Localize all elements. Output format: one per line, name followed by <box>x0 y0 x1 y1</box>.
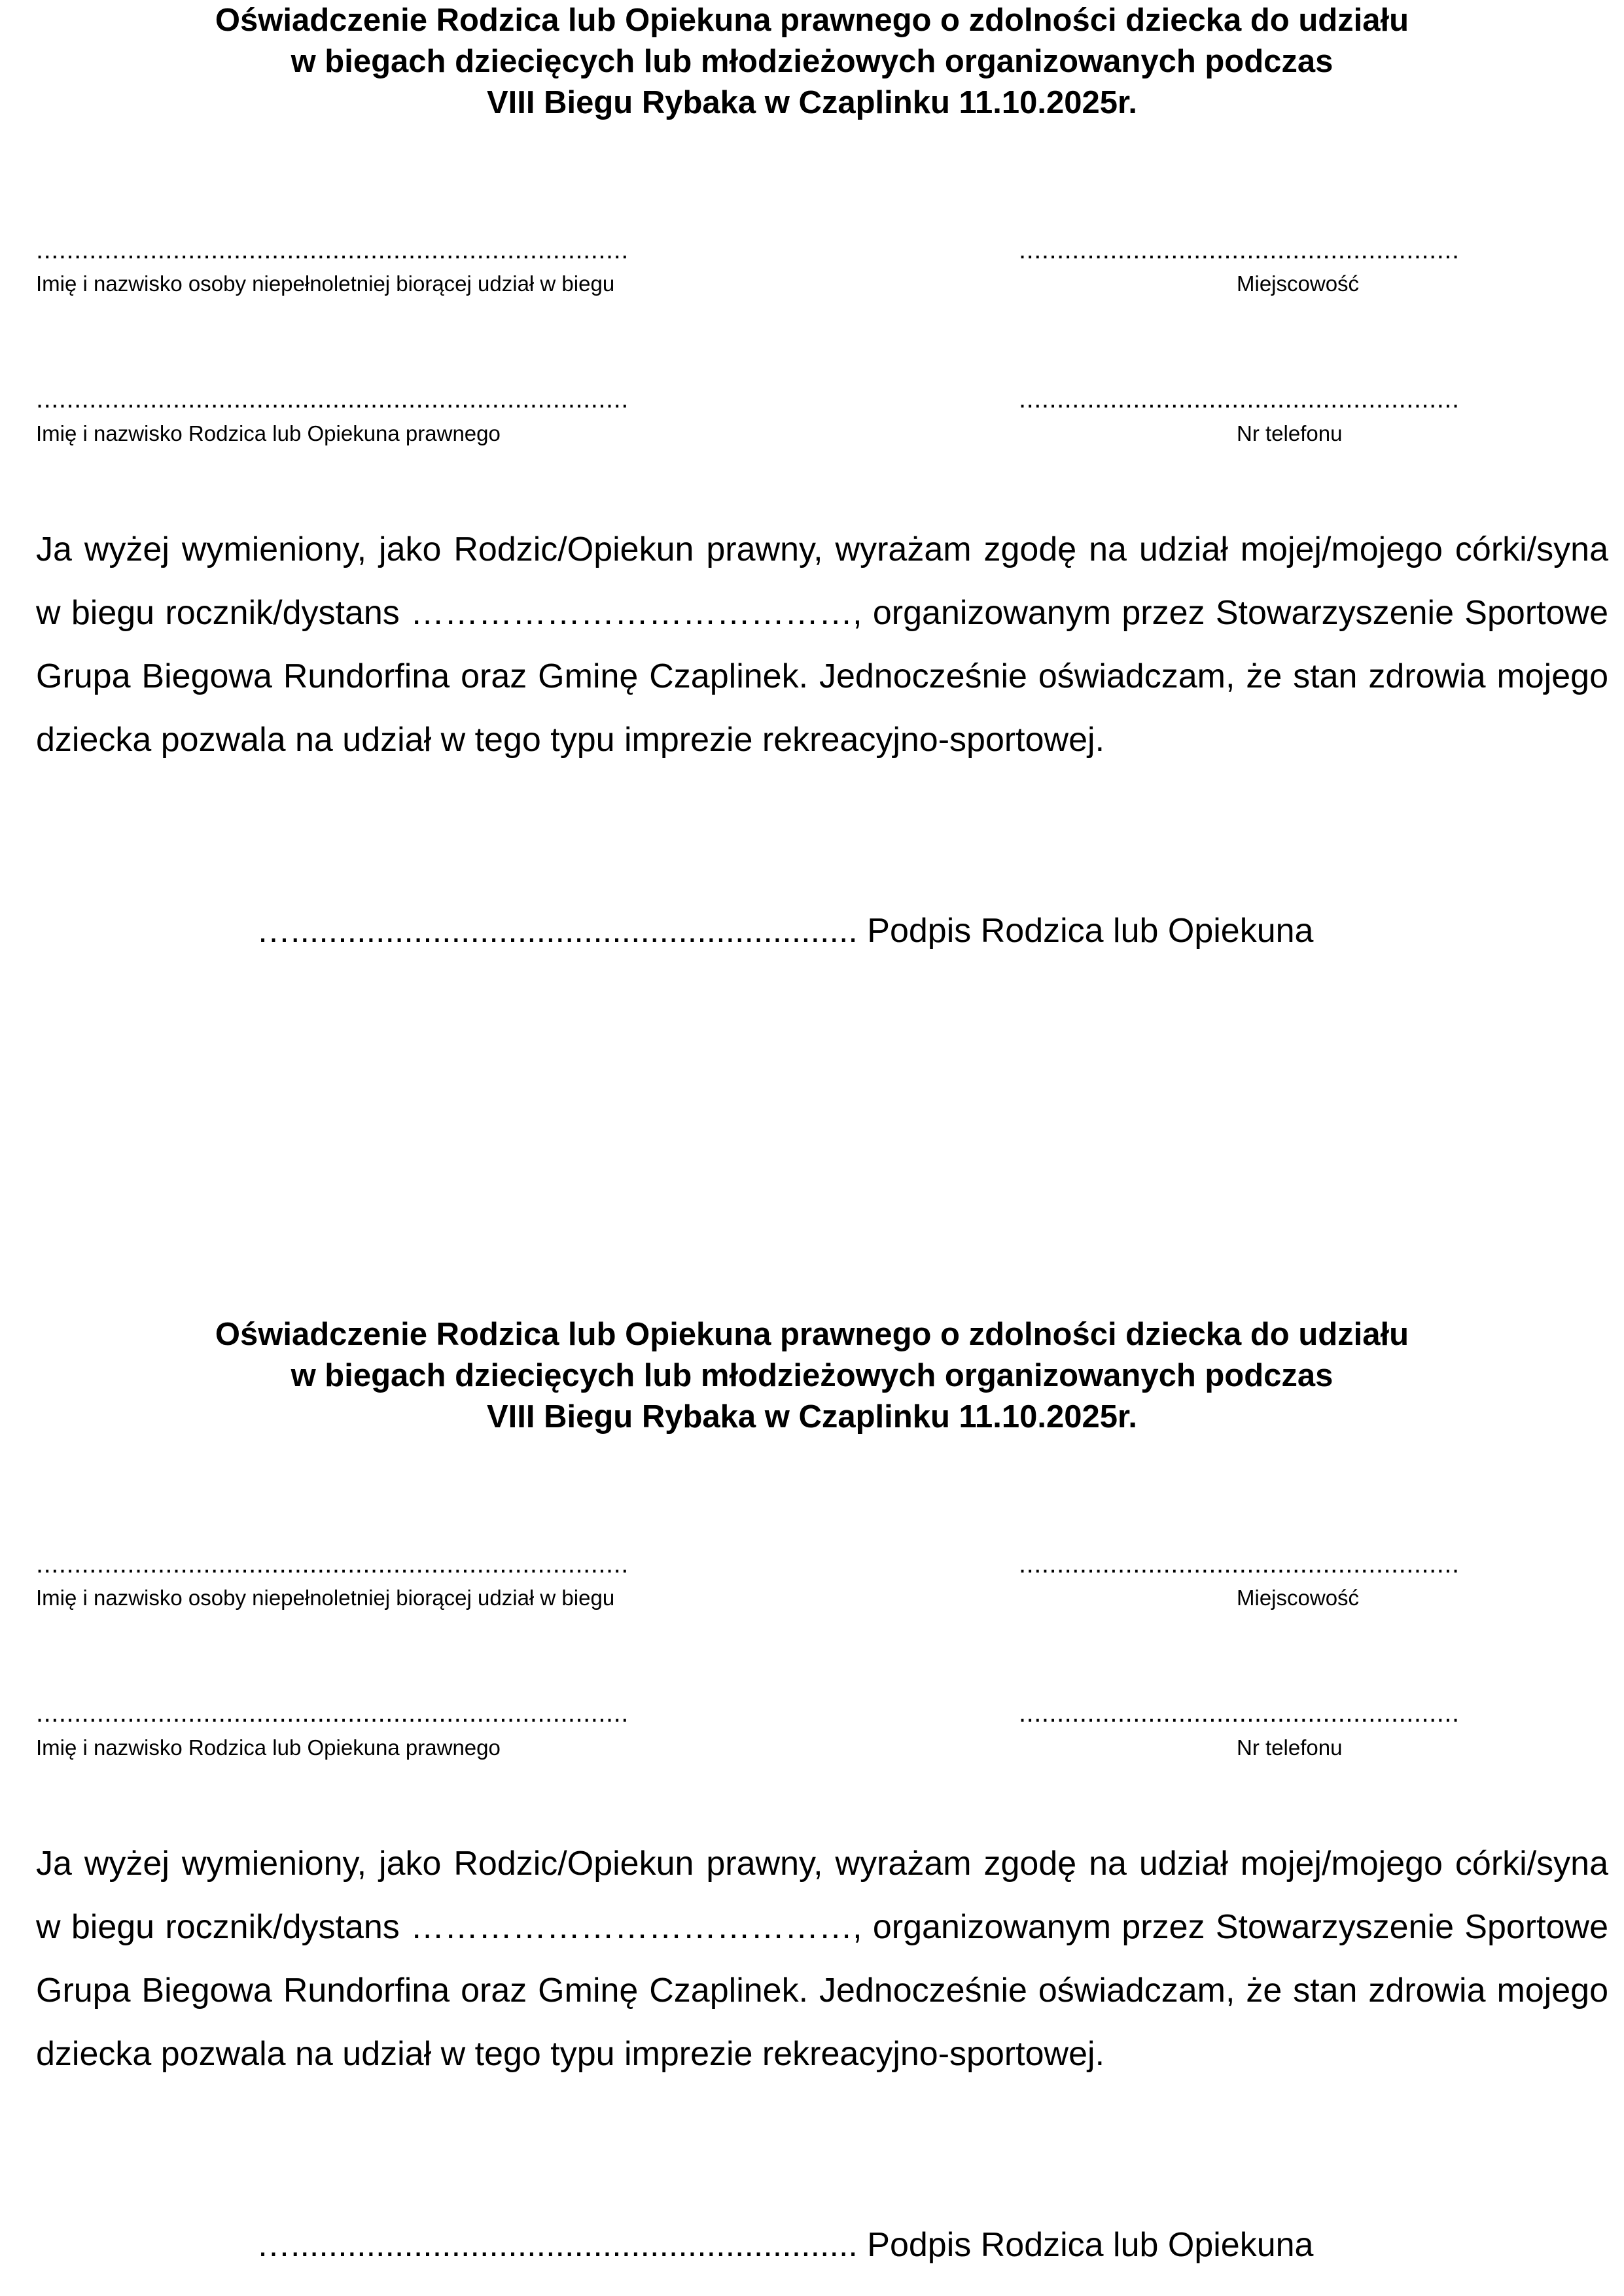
title-line-3: VIII Biegu Rybaka w Czaplinku 11.10.2025r. <box>486 1399 1138 1435</box>
title-line-1: Oświadczenie Rodzica lub Opiekuna prawnego o zdolności dziecka do udziału <box>215 1317 1409 1352</box>
child-name-field[interactable]: .............................................................................. <box>36 1550 629 1578</box>
consent-paragraph: Ja wyżej wymieniony, jako Rodzic/Opiekun prawny, wyrażam zgodę na udział mojej/mojego córki/syna w biegu rocznik/dystans …………………………………, organizowanym przez Stowarzyszenie Sportowe Grupa Biegowa Rundorfina oraz Gminę Czaplinek. Jednocześnie oświadczam, że stan zdrowia mojego dziecka pozwala na udział w tego typu imprezie rekreacyjno-sportowej. <box>36 1845 1608 2073</box>
phone-field[interactable]: .......................................................... <box>1019 1699 1460 1728</box>
title-line-2: w biegach dziecięcych lub młodzieżowych organizowanych podczas <box>291 1358 1333 1393</box>
signature-line[interactable]: …............................................................ Podpis Rodzica lub Opiekuna <box>256 2226 1314 2264</box>
title-line-3: VIII Biegu Rybaka w Czaplinku 11.10.2025r. <box>486 85 1138 120</box>
child-name-field[interactable]: .............................................................................. <box>36 235 629 264</box>
parent-name-caption: Imię i nazwisko Rodzica lub Opiekuna prawnego <box>36 1735 501 1760</box>
place-caption: Miejscowość <box>1237 1586 1360 1610</box>
title-line-1: Oświadczenie Rodzica lub Opiekuna prawnego o zdolności dziecka do udziału <box>215 3 1409 38</box>
parent-name-field[interactable]: .............................................................................. <box>36 385 629 413</box>
child-name-caption: Imię i nazwisko osoby niepełnoletniej biorącej udział w biegu <box>36 271 615 296</box>
place-field[interactable]: .......................................................... <box>1019 1550 1460 1578</box>
title-line-2: w biegach dziecięcych lub młodzieżowych organizowanych podczas <box>291 44 1333 79</box>
phone-caption: Nr telefonu <box>1237 421 1343 445</box>
child-name-caption: Imię i nazwisko osoby niepełnoletniej biorącej udział w biegu <box>36 1586 615 1610</box>
phone-caption: Nr telefonu <box>1237 1735 1343 1760</box>
signature-line[interactable]: …............................................................ Podpis Rodzica lub Opiekuna <box>256 912 1314 950</box>
consent-paragraph: Ja wyżej wymieniony, jako Rodzic/Opiekun prawny, wyrażam zgodę na udział mojej/mojego córki/syna w biegu rocznik/dystans …………………………………, organizowanym przez Stowarzyszenie Sportowe Grupa Biegowa Rundorfina oraz Gminę Czaplinek. Jednocześnie oświadczam, że stan zdrowia mojego dziecka pozwala na udział w tego typu imprezie rekreacyjno-sportowej. <box>36 531 1608 759</box>
form-title <box>0 1314 1624 1438</box>
form-title <box>0 0 1624 124</box>
phone-field[interactable]: .......................................................... <box>1019 385 1460 413</box>
parent-name-caption: Imię i nazwisko Rodzica lub Opiekuna prawnego <box>36 421 501 445</box>
place-caption: Miejscowość <box>1237 271 1360 296</box>
place-field[interactable]: .......................................................... <box>1019 235 1460 264</box>
parent-name-field[interactable]: .............................................................................. <box>36 1699 629 1728</box>
